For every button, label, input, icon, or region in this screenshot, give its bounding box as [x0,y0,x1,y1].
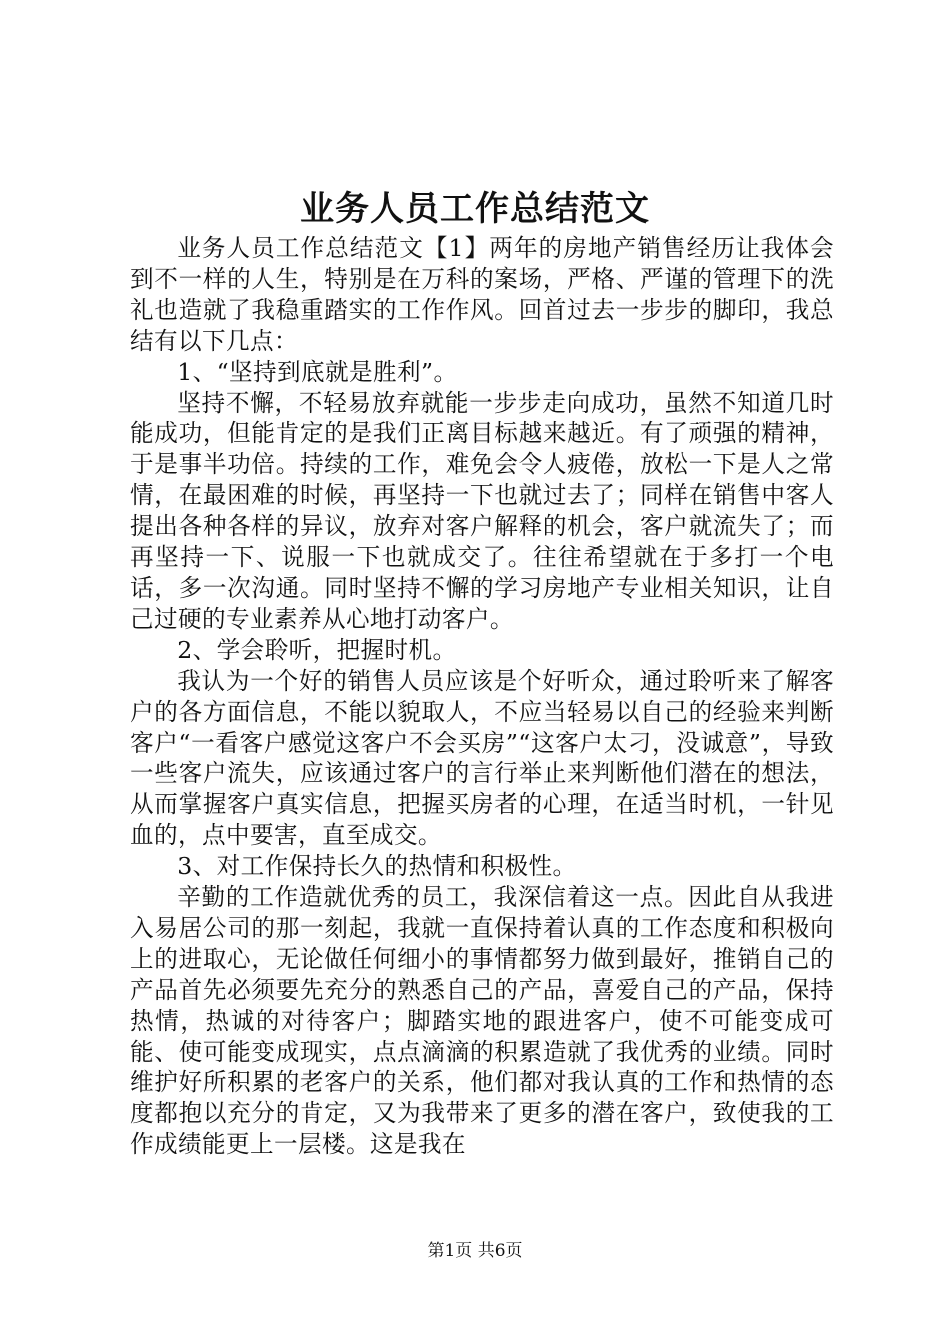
heading-point-2: 2、学会聆听，把握时机。 [177,635,457,664]
document-body [130,233,834,1160]
paragraph-point-3: 辛勤的工作造就优秀的员工，我深信着这一点。因此自从我进入易居公司的那一刻起，我就一直保持着认真的工作态度和积极向上的进取心，无论做任何细小的事情都努力做到最好，推销自己的产品首先必须要先充分的熟悉自己的产品，喜爱自己的产品，保持热情，热诚的对待客户；脚踏实地的跟进客户，使不可能变成可能、使可能变成现实，点点滴滴的积累造就了我优秀的业绩。同时维护好所积累的老客户的关系，他们都对我认真的工作和热情的态度都抱以充分的肯定，又为我带来了更多的潜在客户，致使我的工作成绩能更上一层楼。这是我在 [130,883,834,1159]
paragraph-point-2: 我认为一个好的销售人员应该是个好听众，通过聆听来了解客户的各方面信息，不能以貌取人，不应当轻易以自己的经验来判断客户“一看客户感觉这客户不会买房”“这客户太刁，没诚意”，导致一些客户流失，应该通过客户的言行举止来判断他们潜在的想法，从而掌握客户真实信息，把握买房者的心理，在适当时机，一针见血的，点中要害，直至成交。 [130,666,834,850]
paragraph-intro: 业务人员工作总结范文【1】两年的房地产销售经历让我体会到不一样的人生，特别是在万科的案场，严格、严谨的管理下的洗礼也造就了我稳重踏实的工作作风。回首过去一步步的脚印，我总结有以下几点： [130,234,834,355]
document-title: 业务人员工作总结范文 [300,189,650,229]
heading-point-1: 1、“坚持到底就是胜利”。 [177,357,458,386]
paragraph-point-1: 坚持不懈，不轻易放弃就能一步步走向成功，虽然不知道几时能成功，但能肯定的是我们正离目标越来越近。有了顽强的精神，于是事半功倍。持续的工作，难免会令人疲倦，放松一下是人之常情，在最困难的时候，再坚持一下也就过去了；同样在销售中客人提出各种各样的异议，放弃对客户解释的机会，客户就流失了；而再坚持一下、说服一下也就成交了。往往希望就在于多打一个电话，多一次沟通。同时坚持不懈的学习房地产专业相关知识，让自己过硬的专业素养从心地打动客户。 [130,388,834,633]
heading-point-3: 3、对工作保持长久的热情和积极性。 [177,852,577,881]
page-footer: 第1页 共6页 [427,1241,523,1261]
